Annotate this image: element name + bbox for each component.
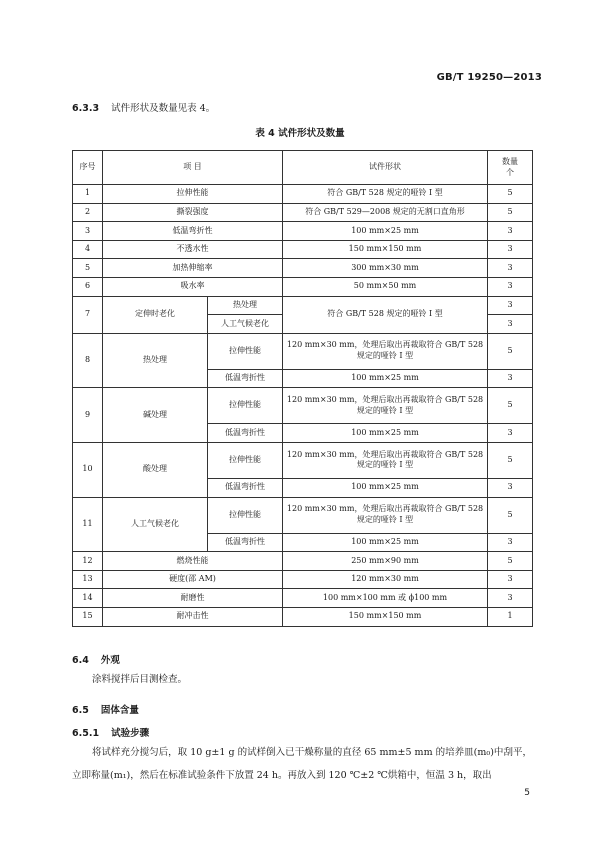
cell-qty: 3 bbox=[488, 222, 533, 241]
section-number: 6.4 bbox=[72, 655, 89, 666]
table-row bbox=[73, 259, 533, 278]
cell-subitem: 热处理 bbox=[208, 296, 283, 315]
header-qty-unit: 个 bbox=[506, 167, 515, 177]
cell-subitem: 拉伸性能 bbox=[208, 497, 283, 533]
cell-item: 耐冲击性 bbox=[103, 607, 283, 626]
cell-qty: 3 bbox=[488, 570, 533, 589]
cell-shape: 100 mm×25 mm bbox=[283, 369, 488, 388]
cell-shape: 150 mm×150 mm bbox=[283, 607, 488, 626]
table-header-row bbox=[73, 151, 533, 185]
cell-no: 6 bbox=[73, 277, 103, 296]
cell-shape: 100 mm×25 mm bbox=[283, 533, 488, 552]
cell-shape: 100 mm×100 mm 或 ϕ100 mm bbox=[283, 589, 488, 608]
cell-shape: 120 mm×30 mm bbox=[283, 570, 488, 589]
cell-no: 4 bbox=[73, 240, 103, 259]
cell-subitem: 拉伸性能 bbox=[208, 388, 283, 424]
cell-qty: 5 bbox=[488, 442, 533, 478]
cell-shape: 100 mm×25 mm bbox=[283, 478, 488, 497]
table-row bbox=[73, 222, 533, 241]
section-6-5-1-heading bbox=[72, 725, 149, 739]
header-shape: 试件形状 bbox=[283, 151, 488, 185]
table-row bbox=[73, 296, 533, 315]
cell-shape: 100 mm×25 mm bbox=[283, 424, 488, 443]
section-text: 试件形状及数量见表 4。 bbox=[111, 103, 216, 114]
section-6-4-heading bbox=[72, 652, 120, 666]
cell-subitem: 低温弯折性 bbox=[208, 369, 283, 388]
cell-no: 7 bbox=[73, 296, 103, 333]
cell-subitem: 拉伸性能 bbox=[208, 333, 283, 369]
header-qty bbox=[488, 151, 533, 185]
cell-qty: 3 bbox=[488, 424, 533, 443]
cell-shape: 符合 GB/T 528 规定的哑铃 I 型 bbox=[283, 296, 488, 333]
cell-item: 不透水性 bbox=[103, 240, 283, 259]
cell-item: 拉伸性能 bbox=[103, 185, 283, 204]
cell-no: 2 bbox=[73, 203, 103, 222]
section-number: 6.5 bbox=[72, 705, 89, 716]
table-row bbox=[73, 497, 533, 533]
table-row bbox=[73, 185, 533, 204]
cell-subitem: 低温弯折性 bbox=[208, 478, 283, 497]
cell-qty: 5 bbox=[488, 185, 533, 204]
cell-no: 3 bbox=[73, 222, 103, 241]
table-row bbox=[73, 240, 533, 259]
cell-no: 13 bbox=[73, 570, 103, 589]
cell-shape: 150 mm×150 mm bbox=[283, 240, 488, 259]
cell-no: 10 bbox=[73, 442, 103, 497]
cell-item: 耐磨性 bbox=[103, 589, 283, 608]
cell-no: 14 bbox=[73, 589, 103, 608]
section-title: 试验步骤 bbox=[111, 728, 150, 739]
cell-shape: 120 mm×30 mm，处理后取出再裁取符合 GB/T 528 规定的哑铃 I 型 bbox=[283, 333, 488, 369]
cell-no: 8 bbox=[73, 333, 103, 388]
table-row bbox=[73, 442, 533, 478]
cell-qty: 5 bbox=[488, 388, 533, 424]
cell-shape: 120 mm×30 mm，处理后取出再裁取符合 GB/T 528 规定的哑铃 I 型 bbox=[283, 388, 488, 424]
cell-item: 燃烧性能 bbox=[103, 552, 283, 571]
cell-qty: 3 bbox=[488, 315, 533, 334]
table-row bbox=[73, 607, 533, 626]
table-row bbox=[73, 552, 533, 571]
cell-qty: 3 bbox=[488, 589, 533, 608]
cell-qty: 5 bbox=[488, 497, 533, 533]
section-title: 固体含量 bbox=[100, 705, 139, 716]
cell-shape: 符合 GB/T 529—2008 规定的无割口直角形 bbox=[283, 203, 488, 222]
section-6-5-1-body: 将试样充分搅匀后，取 10 g±1 g 的试样倒入已干燥称量的直径 65 mm±5 mm 的培养皿(m₀)中刮平，立即称量(m₁)，然后在标准试验条件下放置 24 h。再放入到 120 ℃±2 ℃烘箱中，恒温 3 h，取出 bbox=[72, 747, 532, 781]
cell-qty: 3 bbox=[488, 478, 533, 497]
cell-qty: 5 bbox=[488, 333, 533, 369]
table-row bbox=[73, 277, 533, 296]
header-qty-label: 数量 bbox=[502, 156, 519, 166]
cell-shape: 符合 GB/T 528 规定的哑铃 I 型 bbox=[283, 185, 488, 204]
cell-qty: 3 bbox=[488, 533, 533, 552]
cell-shape: 100 mm×25 mm bbox=[283, 222, 488, 241]
cell-item: 硬度(邵 AM) bbox=[103, 570, 283, 589]
section-6-4-body: 涂料搅拌后目测检查。 bbox=[92, 674, 188, 685]
cell-qty: 3 bbox=[488, 240, 533, 259]
cell-qty: 5 bbox=[488, 203, 533, 222]
cell-subitem: 人工气候老化 bbox=[208, 315, 283, 334]
table-row bbox=[73, 388, 533, 424]
section-6-5-heading bbox=[72, 702, 139, 716]
header-item: 项 目 bbox=[103, 151, 283, 185]
cell-qty: 3 bbox=[488, 259, 533, 278]
cell-item: 撕裂强度 bbox=[103, 203, 283, 222]
cell-qty: 3 bbox=[488, 369, 533, 388]
cell-shape: 120 mm×30 mm，处理后取出再裁取符合 GB/T 528 规定的哑铃 I 型 bbox=[283, 442, 488, 478]
table-row bbox=[73, 589, 533, 608]
cell-qty: 1 bbox=[488, 607, 533, 626]
section-6-3-3 bbox=[72, 100, 215, 114]
table-row bbox=[73, 570, 533, 589]
table-caption: 表 4 试件形状及数量 bbox=[255, 128, 345, 139]
cell-qty: 3 bbox=[488, 296, 533, 315]
cell-item: 加热伸缩率 bbox=[103, 259, 283, 278]
cell-item: 吸水率 bbox=[103, 277, 283, 296]
cell-item: 定伸时老化 bbox=[103, 296, 208, 333]
cell-shape: 300 mm×30 mm bbox=[283, 259, 488, 278]
cell-shape: 50 mm×50 mm bbox=[283, 277, 488, 296]
section-title: 外观 bbox=[100, 655, 120, 666]
section-number: 6.3.3 bbox=[72, 103, 100, 114]
cell-qty: 5 bbox=[488, 552, 533, 571]
cell-item: 人工气候老化 bbox=[103, 497, 208, 552]
cell-item: 低温弯折性 bbox=[103, 222, 283, 241]
cell-subitem: 拉伸性能 bbox=[208, 442, 283, 478]
standard-number: GB/T 19250—2013 bbox=[436, 72, 542, 83]
cell-subitem: 低温弯折性 bbox=[208, 533, 283, 552]
cell-no: 5 bbox=[73, 259, 103, 278]
cell-no: 12 bbox=[73, 552, 103, 571]
cell-no: 15 bbox=[73, 607, 103, 626]
cell-no: 1 bbox=[73, 185, 103, 204]
cell-item: 热处理 bbox=[103, 333, 208, 388]
table-row bbox=[73, 333, 533, 369]
cell-no: 11 bbox=[73, 497, 103, 552]
section-number: 6.5.1 bbox=[72, 728, 100, 739]
cell-subitem: 低温弯折性 bbox=[208, 424, 283, 443]
cell-shape: 120 mm×30 mm，处理后取出再裁取符合 GB/T 528 规定的哑铃 I 型 bbox=[283, 497, 488, 533]
cell-item: 碱处理 bbox=[103, 388, 208, 443]
header-no: 序号 bbox=[73, 151, 103, 185]
table-row bbox=[73, 203, 533, 222]
cell-qty: 3 bbox=[488, 277, 533, 296]
specimen-table bbox=[72, 150, 533, 627]
page-number: 5 bbox=[524, 788, 530, 798]
cell-no: 9 bbox=[73, 388, 103, 443]
cell-shape: 250 mm×90 mm bbox=[283, 552, 488, 571]
cell-item: 酸处理 bbox=[103, 442, 208, 497]
